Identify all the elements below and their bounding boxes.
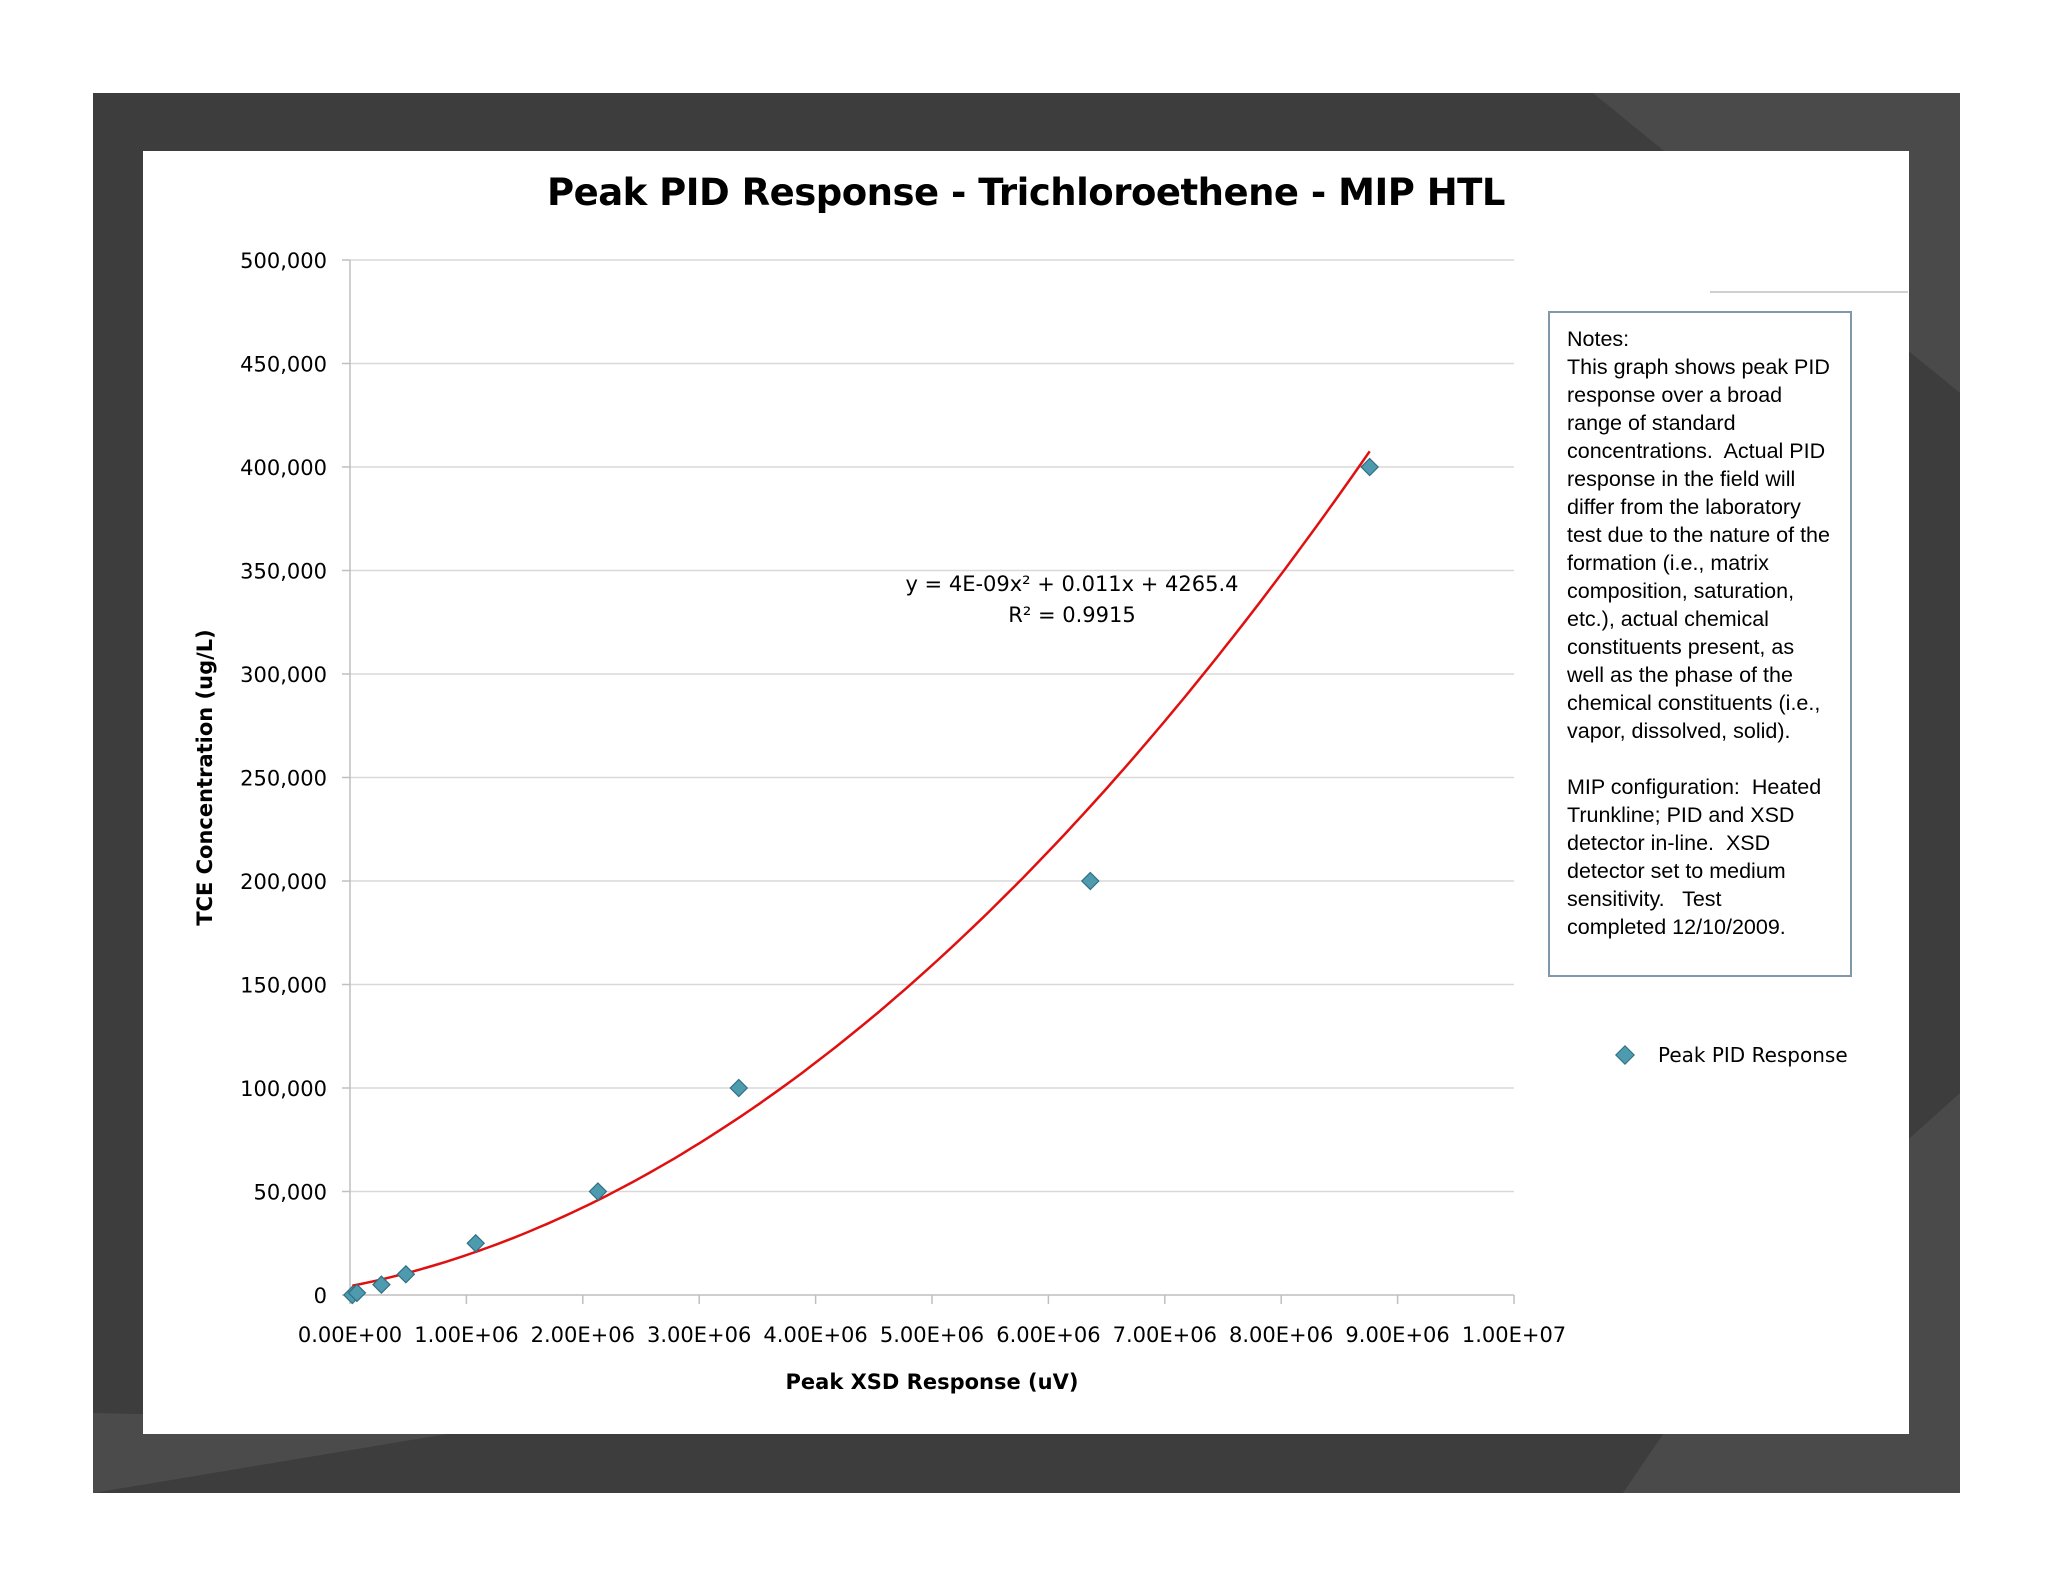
trendline-r2: R² = 0.9915 [1008,603,1136,627]
data-point [1082,873,1099,890]
x-tick-label: 5.00E+06 [879,1323,985,1347]
x-tick-label: 7.00E+06 [1112,1323,1217,1347]
data-point [730,1080,747,1097]
x-tick-label: 0.00E+00 [297,1323,403,1347]
legend-marker-diamond-icon [1615,1045,1635,1065]
y-axis-title: TCE Concentration (ug/L) [193,629,217,926]
y-tick-label: 300,000 [240,663,327,687]
legend-label: Peak PID Response [1658,1043,1848,1067]
y-tick-label: 200,000 [240,870,327,894]
x-tick-label: 2.00E+06 [530,1323,635,1347]
divider-line [1710,291,1908,293]
x-tick-label: 1.00E+06 [414,1323,519,1347]
x-tick-label: 3.00E+06 [647,1323,752,1347]
y-tick-label: 450,000 [240,352,327,377]
y-tick-label: 350,000 [240,559,327,584]
data-point [397,1266,414,1283]
x-axis-title: Peak XSD Response (uV) [785,1370,1079,1394]
y-tick-label: 250,000 [240,766,327,791]
y-tick-label: 100,000 [240,1077,327,1101]
y-tick-label: 150,000 [240,973,327,998]
y-tick-label: 50,000 [253,1180,327,1205]
x-tick-label: 9.00E+06 [1345,1323,1450,1347]
x-tick-label: 1.00E+07 [1461,1323,1567,1347]
y-tick-label: 500,000 [240,249,327,273]
trendline-equation: y = 4E-09x² + 0.011x + 4265.4 [905,572,1239,596]
x-tick-label: 6.00E+06 [996,1323,1101,1347]
y-tick-label: 0 [313,1284,327,1308]
legend [1618,1040,1848,1070]
y-tick-label: 400,000 [240,456,327,480]
chart-title: Peak PID Response - Trichloroethene - MIP HTL [546,171,1506,214]
notes-box: Notes: This graph shows peak PID response over a broad range of standard concentrations. Actual PID response in the field will differ from the laboratory test due to the nature of the formation (i.e., matrix composition, saturation, etc.), actual chemical constituents present, as well as the phase of the chemical constituents (i.e., vapor, dissolved, solid). MIP configuration: Heated Trunkline; PID and XSD detector in-line. XSD detector set to medium sensitivity. Test completed 12/10/2009. [1548,311,1852,977]
x-tick-label: 4.00E+06 [763,1323,868,1347]
x-tick-label: 8.00E+06 [1229,1323,1334,1347]
